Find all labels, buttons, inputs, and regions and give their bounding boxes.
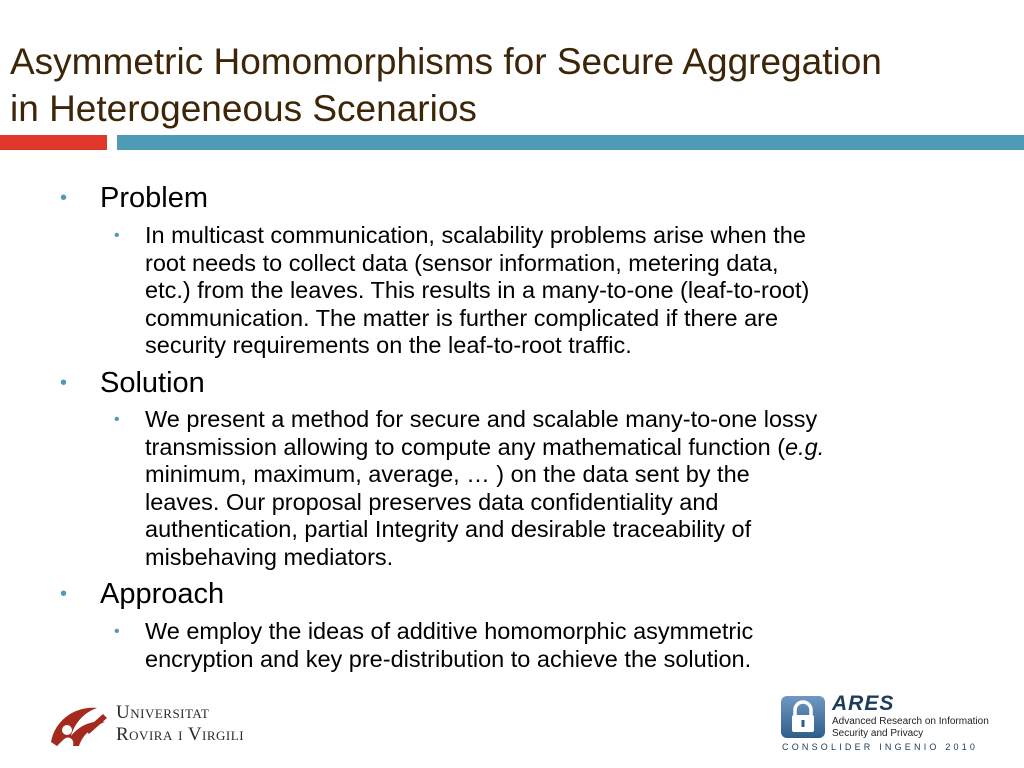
solution-line-3: minimum, maximum, average, … ) on the data sent by the bbox=[145, 461, 750, 488]
slide-title-line-1: Asymmetric Homomorphisms for Secure Aggregation bbox=[10, 41, 882, 82]
bullet-problem: • bbox=[60, 187, 68, 209]
bullet-solution: • bbox=[60, 372, 68, 394]
heading-solution: Solution bbox=[100, 367, 205, 399]
urv-emblem-icon bbox=[45, 700, 115, 750]
solution-emphasis: e.g. bbox=[785, 433, 825, 460]
solution-text bbox=[145, 406, 975, 572]
approach-line-2: encryption and key pre-distribution to achieve the solution. bbox=[145, 645, 752, 672]
heading-approach: Approach bbox=[100, 578, 225, 610]
bullet-approach: • bbox=[60, 583, 68, 605]
urv-wordmark bbox=[116, 702, 244, 746]
padlock-icon bbox=[780, 695, 830, 739]
heading-problem: Problem bbox=[100, 182, 208, 214]
problem-line-5: security requirements on the leaf-to-root traffic. bbox=[145, 332, 632, 359]
approach-text bbox=[145, 618, 975, 673]
ares-logo bbox=[780, 695, 830, 739]
ares-desc-line-1: Advanced Research on Information bbox=[832, 716, 989, 727]
ares-name: ARES bbox=[832, 692, 895, 715]
solution-line-5: authentication, partial Integrity and desirable traceability of bbox=[145, 516, 752, 543]
ares-desc-line-2: Security and Privacy bbox=[832, 728, 924, 739]
solution-line-6: misbehaving mediators. bbox=[145, 543, 394, 570]
sub-bullet-problem: • bbox=[114, 227, 120, 244]
solution-line-4: leaves. Our proposal preserves data confidentiality and bbox=[145, 488, 719, 515]
slide-title bbox=[10, 38, 1015, 132]
urv-line-2: Rovira i Virgili bbox=[116, 724, 245, 745]
title-divider-blue bbox=[117, 135, 1024, 150]
problem-text bbox=[145, 222, 975, 360]
sub-bullet-approach: • bbox=[114, 623, 120, 640]
title-divider-red bbox=[0, 135, 107, 150]
solution-line-2-text: transmission allowing to compute any mathematical function ( bbox=[145, 433, 786, 460]
approach-line-1: We employ the ideas of additive homomorphic asymmetric bbox=[145, 618, 754, 644]
problem-line-3: etc.) from the leaves. This results in a many-to-one (leaf-to-root) bbox=[145, 277, 810, 304]
slide-title-line-2: in Heterogeneous Scenarios bbox=[10, 88, 477, 129]
problem-line-1: In multicast communication, scalability problems arise when the bbox=[145, 222, 806, 248]
problem-line-4: communication. The matter is further complicated if there are bbox=[145, 304, 779, 331]
urv-line-1: Universitat bbox=[116, 702, 210, 723]
sub-bullet-solution: • bbox=[114, 411, 120, 428]
ares-description bbox=[832, 716, 989, 740]
solution-line-2 bbox=[145, 434, 975, 462]
solution-line-1: We present a method for secure and scalable many-to-one lossy bbox=[145, 406, 818, 432]
ares-tagline: CONSOLIDER INGENIO 2010 bbox=[782, 742, 979, 752]
problem-line-2: root needs to collect data (sensor information, metering data, bbox=[145, 249, 779, 276]
